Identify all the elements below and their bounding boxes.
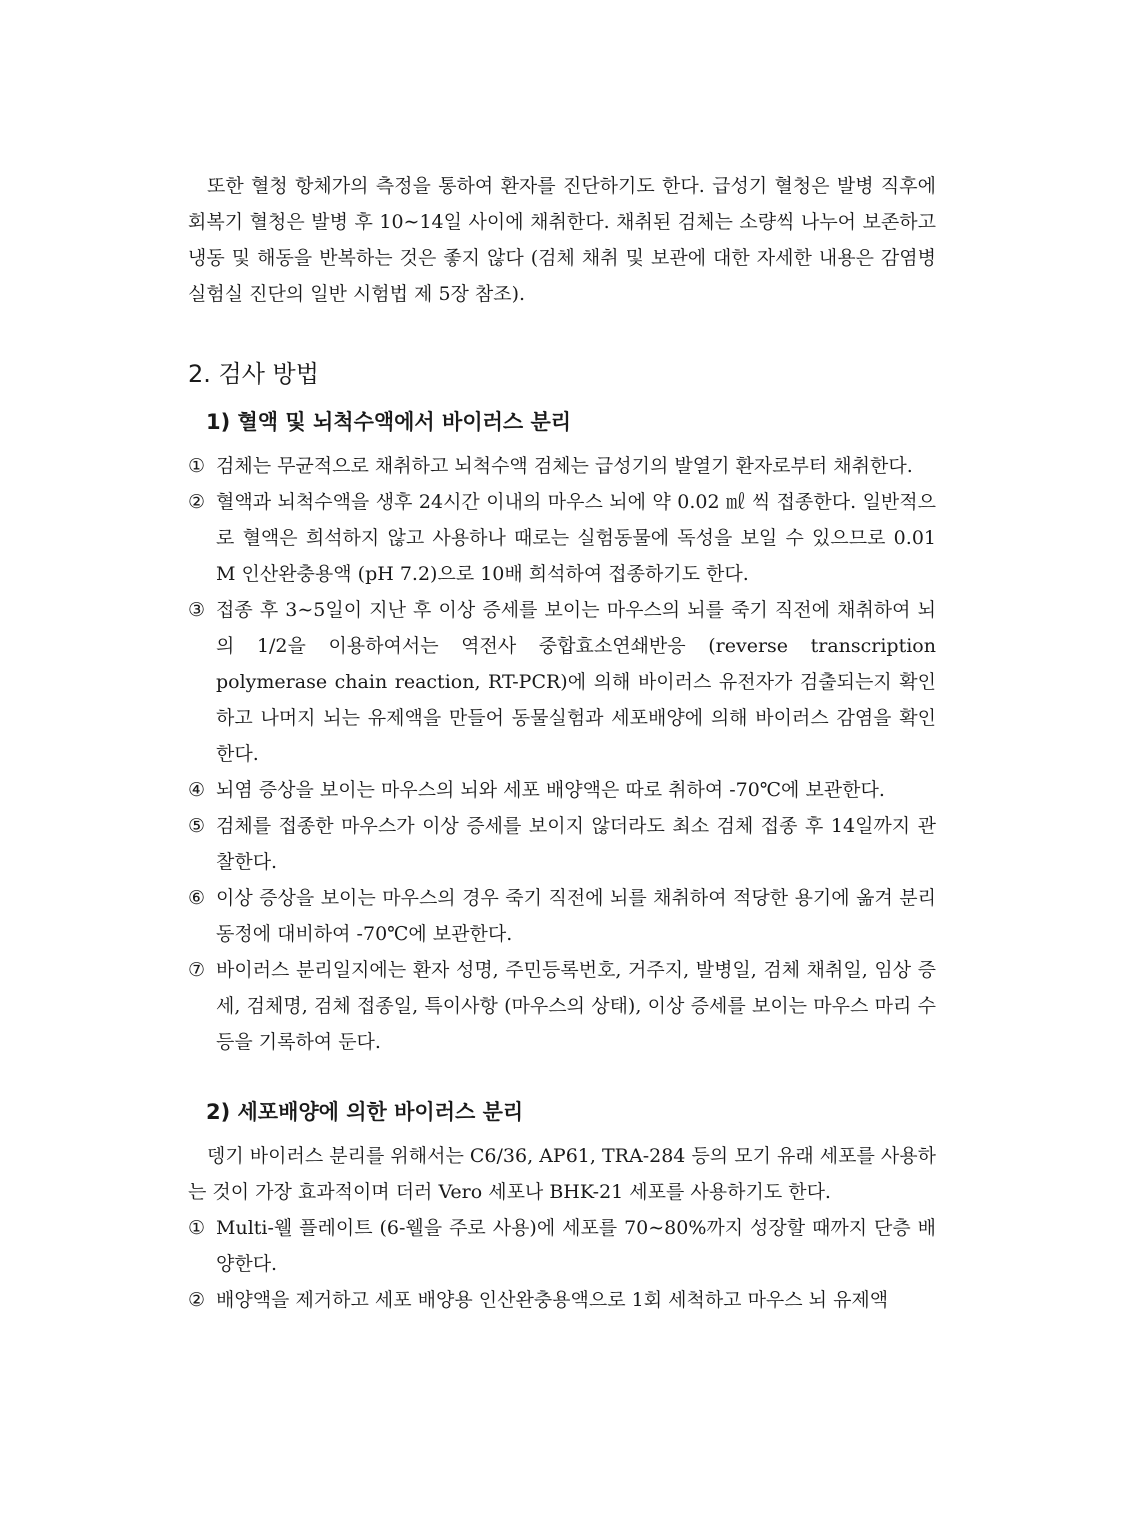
list-item: [188, 1210, 936, 1282]
item-text: 뇌염 증상을 보이는 마우스의 뇌와 세포 배양액은 따로 취하여 -70℃에 보관한다.: [216, 779, 885, 801]
list-item: [188, 772, 936, 808]
subsection-2-paragraph: 뎅기 바이러스 분리를 위해서는 C6/36, AP61, TRA-284 등의 모기 유래 세포를 사용하는 것이 가장 효과적이며 더러 Vero 세포나 BHK-21 세포를 사용하기도 한다.: [188, 1145, 936, 1203]
item-number: ⑦: [188, 959, 206, 981]
item-number: ③: [188, 599, 206, 621]
item-text: 검체는 무균적으로 채취하고 뇌척수액 검체는 급성기의 발열기 환자로부터 채취한다.: [216, 455, 913, 477]
list-item: [188, 592, 936, 772]
item-number: ②: [188, 1289, 206, 1311]
subsection-1-title: 1) 혈액 및 뇌척수액에서 바이러스 분리: [206, 410, 572, 434]
item-text: 바이러스 분리일지에는 환자 성명, 주민등록번호, 거주지, 발병일, 검체 채취일, 임상 증세, 검체명, 검체 접종일, 특이사항 (마우스의 상태), 이상 증세를 보이는 마우스 마리 수 등을 기록하여 둔다.: [216, 959, 936, 1053]
list-item: [188, 448, 936, 484]
section-title: 2. 검사 방법: [188, 360, 319, 388]
list-item: [188, 880, 936, 952]
list-item: [188, 808, 936, 880]
item-number: ⑥: [188, 887, 206, 909]
item-number: ②: [188, 491, 206, 513]
subsection-2-list: [188, 1210, 936, 1318]
item-text: 배양액을 제거하고 세포 배양용 인산완충용액으로 1회 세척하고 마우스 뇌 유제액: [216, 1289, 889, 1311]
item-number: ④: [188, 779, 206, 801]
subsection-1-list: [188, 448, 936, 1060]
item-number: ①: [188, 1217, 206, 1239]
item-number: ⑤: [188, 815, 206, 837]
item-number: ①: [188, 455, 206, 477]
list-item: [188, 952, 936, 1060]
subsection-2-title: 2) 세포배양에 의한 바이러스 분리: [206, 1100, 524, 1124]
item-text: 혈액과 뇌척수액을 생후 24시간 이내의 마우스 뇌에 약 0.02 ㎖ 씩 접종한다. 일반적으로 혈액은 희석하지 않고 사용하나 때로는 실험동물에 독성을 보일 수 있으므로 0.01 M 인산완충용액 (pH 7.2)으로 10배 희석하여 접종하기도 한다.: [216, 491, 936, 585]
document-page: [188, 168, 936, 1318]
list-item: [188, 484, 936, 592]
item-text: Multi-웰 플레이트 (6-웰을 주로 사용)에 세포를 70∼80%까지 성장할 때까지 단층 배양한다.: [216, 1217, 936, 1275]
list-item: [188, 1282, 936, 1318]
intro-paragraph: 또한 혈청 항체가의 측정을 통하여 환자를 진단하기도 한다. 급성기 혈청은 발병 직후에 회복기 혈청은 발병 후 10∼14일 사이에 채취한다. 채취된 검체는 소량씩 나누어 보존하고 냉동 및 해동을 반복하는 것은 좋지 않다 (검체 채취 및 보관에 대한 자세한 내용은 감염병 실험실 진단의 일반 시험법 제 5장 참조).: [188, 175, 936, 305]
item-text: 이상 증상을 보이는 마우스의 경우 죽기 직전에 뇌를 채취하여 적당한 용기에 옮겨 분리 동정에 대비하여 -70℃에 보관한다.: [216, 887, 936, 945]
item-text: 검체를 접종한 마우스가 이상 증세를 보이지 않더라도 최소 검체 접종 후 14일까지 관찰한다.: [216, 815, 936, 873]
item-text: 접종 후 3∼5일이 지난 후 이상 증세를 보이는 마우스의 뇌를 죽기 직전에 채취하여 뇌의 1/2을 이용하여서는 역전사 중합효소연쇄반응 (reverse transcription polymerase chain reaction, RT-PCR)에 의해 바이러스 유전자가 검출되는지 확인하고 나머지 뇌는 유제액을 만들어 동물실험과 세포배양에 의해 바이러스 감염을 확인한다.: [216, 599, 936, 765]
